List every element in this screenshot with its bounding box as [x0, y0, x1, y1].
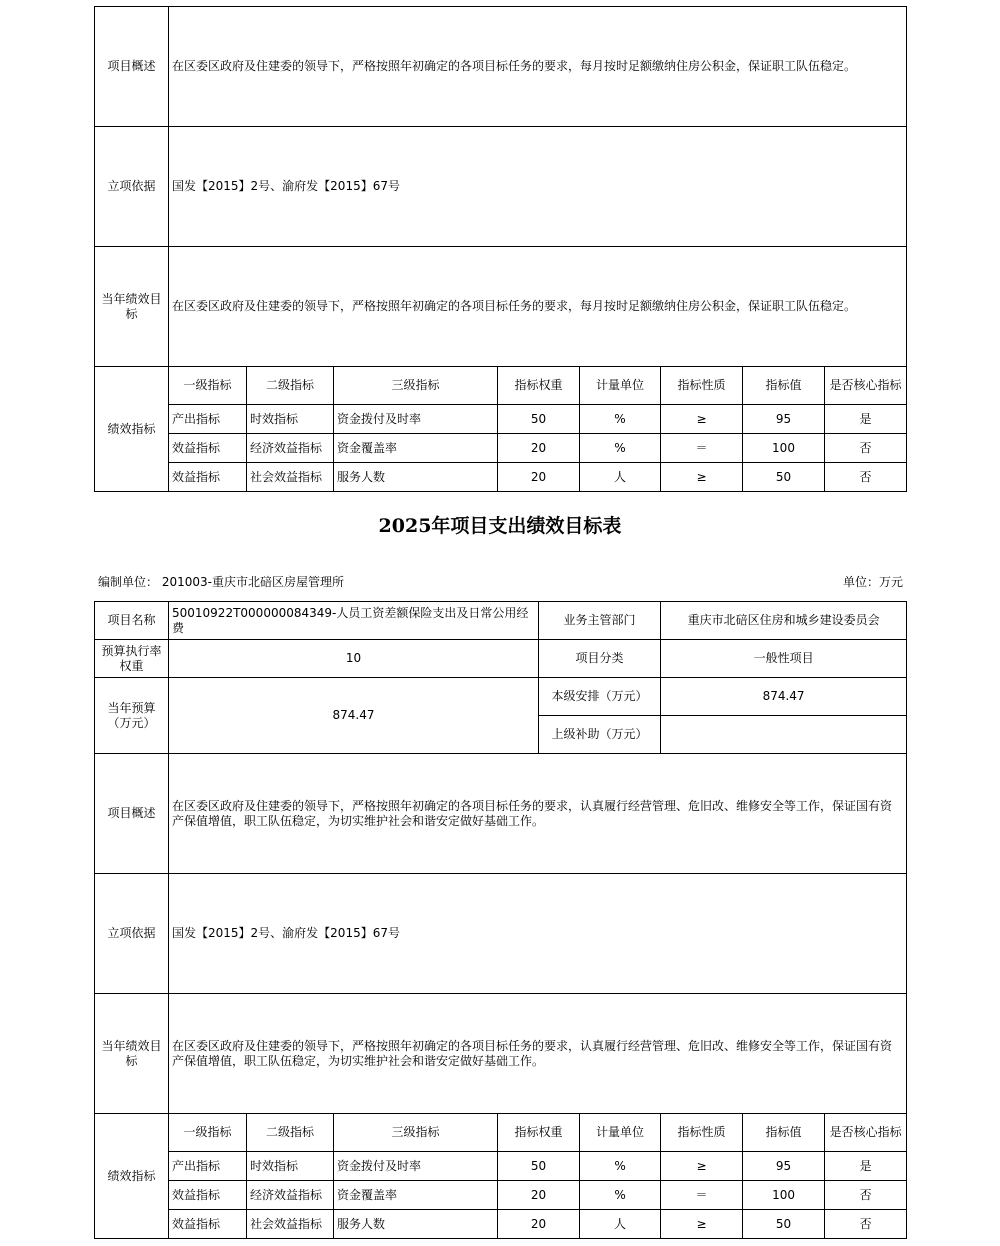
- indicator-cell: ＝: [661, 1181, 743, 1210]
- table-row: [95, 434, 907, 463]
- overview-text: 在区委区政府及住建委的领导下，严格按照年初确定的各项目标任务的要求，认真履行经营管理、危旧改、维修安全等工作，保证国有资产保值增值，职工队伍稳定，为切实维护社会和谐安定做好基础工作。: [169, 754, 907, 874]
- indicators-label: 绩效指标: [95, 367, 169, 492]
- goal-label: 当年绩效目标: [95, 247, 169, 367]
- table-row: [95, 405, 907, 434]
- indicator-cell: 时效指标: [247, 1152, 334, 1181]
- indicator-cell: 社会效益指标: [247, 1210, 334, 1239]
- indicator-cell: 社会效益指标: [247, 463, 334, 492]
- basis-label: 立项依据: [95, 127, 169, 247]
- indicator-cell: 否: [825, 1210, 907, 1239]
- compiling-unit-label: 编制单位：: [98, 575, 159, 589]
- compiling-unit: [98, 574, 344, 590]
- indicator-cell: %: [580, 434, 661, 463]
- overview-text: 在区委区政府及住建委的领导下，严格按照年初确定的各项目标任务的要求，每月按时足额缴纳住房公积金，保证职工队伍稳定。: [169, 7, 907, 127]
- page-title: 2025年项目支出绩效目标表: [378, 515, 622, 537]
- indicator-header: 是否核心指标: [825, 1114, 907, 1152]
- basis-label: 立项依据: [95, 874, 169, 994]
- budget-label: 当年预算（万元）: [95, 678, 169, 754]
- table-row: [95, 1152, 907, 1181]
- table-row: [95, 463, 907, 492]
- indicator-cell: 服务人数: [334, 463, 498, 492]
- indicator-header: 指标性质: [661, 1114, 743, 1152]
- indicator-cell: 人: [580, 463, 661, 492]
- overview-label: 项目概述: [95, 754, 169, 874]
- indicator-cell: 人: [580, 1210, 661, 1239]
- indicator-header: 指标值: [743, 367, 825, 405]
- indicator-cell: 效益指标: [169, 1210, 247, 1239]
- dept-label: 业务主管部门: [539, 602, 661, 640]
- indicator-header: 指标性质: [661, 367, 743, 405]
- basis-text: 国发【2015】2号、渝府发【2015】67号: [169, 127, 907, 247]
- indicator-cell: 20: [498, 1210, 580, 1239]
- exec-rate-label: 预算执行率权重: [95, 640, 169, 678]
- goal-text: 在区委区政府及住建委的领导下，严格按照年初确定的各项目标任务的要求，每月按时足额缴纳住房公积金，保证职工队伍稳定。: [169, 247, 907, 367]
- indicator-cell: ≥: [661, 463, 743, 492]
- indicator-cell: 经济效益指标: [247, 434, 334, 463]
- indicator-cell: 50: [498, 405, 580, 434]
- indicator-cell: 否: [825, 1181, 907, 1210]
- overview-label: 项目概述: [95, 7, 169, 127]
- indicator-cell: ≥: [661, 1210, 743, 1239]
- indicator-header: 一级指标: [169, 1114, 247, 1152]
- indicator-header: 计量单位: [580, 1114, 661, 1152]
- indicator-cell: 产出指标: [169, 1152, 247, 1181]
- upper-value: [661, 716, 907, 754]
- indicator-cell: 效益指标: [169, 434, 247, 463]
- indicator-cell: 否: [825, 463, 907, 492]
- indicator-cell: ≥: [661, 1152, 743, 1181]
- dept-value: 重庆市北碚区住房和城乡建设委员会: [661, 602, 907, 640]
- indicator-cell: 是: [825, 1152, 907, 1181]
- goal-label: 当年绩效目标: [95, 994, 169, 1114]
- indicator-cell: 100: [743, 434, 825, 463]
- basis-text: 国发【2015】2号、渝府发【2015】67号: [169, 874, 907, 994]
- category-label: 项目分类: [539, 640, 661, 678]
- indicator-header: 计量单位: [580, 367, 661, 405]
- indicator-cell: 资金覆盖率: [334, 434, 498, 463]
- indicator-cell: %: [580, 405, 661, 434]
- indicator-header: 二级指标: [247, 367, 334, 405]
- table-row: [95, 1210, 907, 1239]
- indicator-cell: 否: [825, 434, 907, 463]
- indicator-cell: 效益指标: [169, 463, 247, 492]
- indicator-header: 二级指标: [247, 1114, 334, 1152]
- indicator-cell: 资金拨付及时率: [334, 405, 498, 434]
- indicator-header: 一级指标: [169, 367, 247, 405]
- indicator-cell: 效益指标: [169, 1181, 247, 1210]
- indicator-cell: 经济效益指标: [247, 1181, 334, 1210]
- indicator-cell: 100: [743, 1181, 825, 1210]
- indicator-cell: %: [580, 1152, 661, 1181]
- indicator-cell: 95: [743, 1152, 825, 1181]
- indicator-cell: 20: [498, 463, 580, 492]
- top-performance-table: [94, 6, 907, 492]
- budget-value: 874.47: [169, 678, 539, 754]
- indicator-header: 三级指标: [334, 367, 498, 405]
- indicator-cell: 50: [498, 1152, 580, 1181]
- indicator-cell: 时效指标: [247, 405, 334, 434]
- indicator-cell: ＝: [661, 434, 743, 463]
- indicators-label: 绩效指标: [95, 1114, 169, 1239]
- local-value: 874.47: [661, 678, 907, 716]
- indicator-header: 指标权重: [498, 1114, 580, 1152]
- indicator-header: 是否核心指标: [825, 367, 907, 405]
- indicator-header: 指标权重: [498, 367, 580, 405]
- indicator-cell: %: [580, 1181, 661, 1210]
- indicator-cell: 资金覆盖率: [334, 1181, 498, 1210]
- currency-unit: 单位：万元: [842, 575, 903, 589]
- indicator-cell: 20: [498, 1181, 580, 1210]
- indicator-cell: ≥: [661, 405, 743, 434]
- indicator-cell: 产出指标: [169, 405, 247, 434]
- indicator-cell: 50: [743, 463, 825, 492]
- project-name-label: 项目名称: [95, 602, 169, 640]
- indicator-cell: 服务人数: [334, 1210, 498, 1239]
- project-name-value: 50010922T000000084349-人员工资差额保险支出及日常公用经费: [169, 602, 539, 640]
- indicator-header: 指标值: [743, 1114, 825, 1152]
- indicator-cell: 资金拨付及时率: [334, 1152, 498, 1181]
- table-row: [95, 1181, 907, 1210]
- indicator-cell: 是: [825, 405, 907, 434]
- upper-label: 上级补助（万元）: [539, 716, 661, 754]
- goal-text: 在区委区政府及住建委的领导下，严格按照年初确定的各项目标任务的要求，认真履行经营管理、危旧改、维修安全等工作，保证国有资产保值增值，职工队伍稳定，为切实维护社会和谐安定做好基础工作。: [169, 994, 907, 1114]
- exec-rate-value: 10: [169, 640, 539, 678]
- indicator-cell: 20: [498, 434, 580, 463]
- indicator-cell: 95: [743, 405, 825, 434]
- local-label: 本级安排（万元）: [539, 678, 661, 716]
- indicator-header: 三级指标: [334, 1114, 498, 1152]
- compiling-unit-value: 201003-重庆市北碚区房屋管理所: [161, 575, 344, 589]
- category-value: 一般性项目: [661, 640, 907, 678]
- project-performance-table: [94, 601, 907, 1239]
- indicator-cell: 50: [743, 1210, 825, 1239]
